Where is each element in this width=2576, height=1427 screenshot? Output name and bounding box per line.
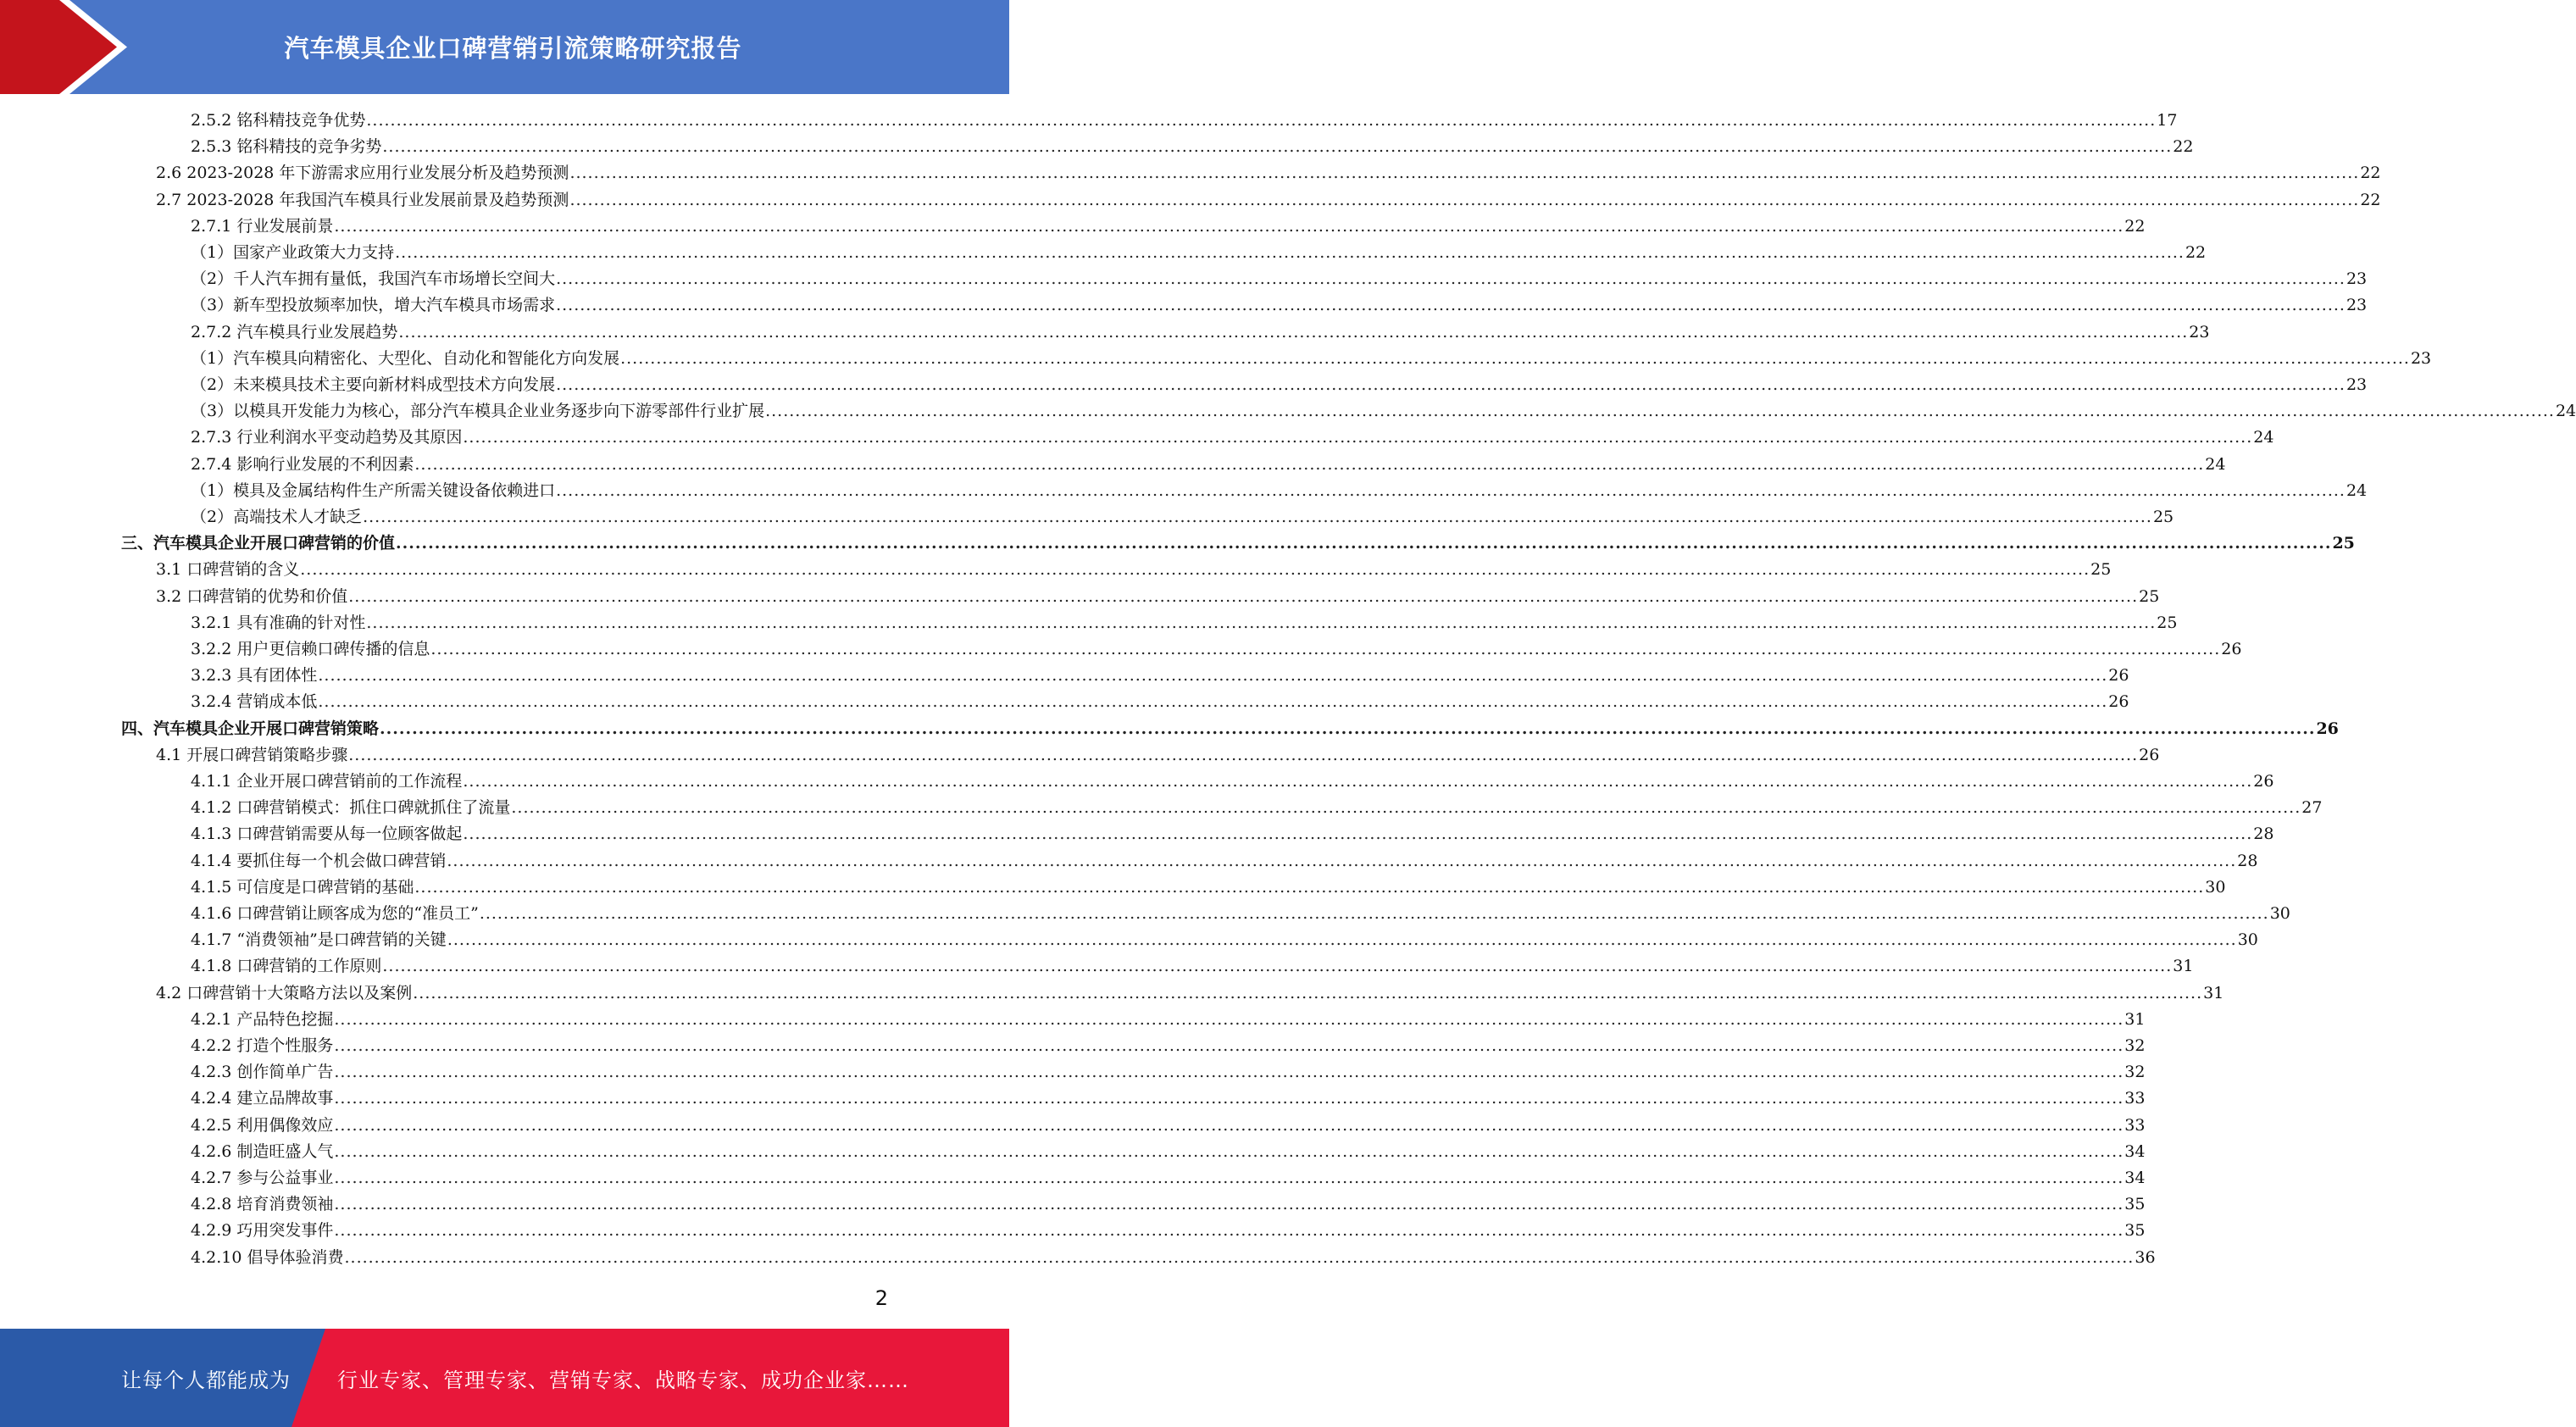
toc-entry-page: 22: [2124, 216, 2146, 236]
toc-leader-dots: ............................................................................................................................................................................................................................................................................................................: [413, 983, 2203, 1002]
toc-entry-label: 4.1.1 企业开展口碑营销前的工作流程: [191, 772, 463, 791]
toc-entry-label: 2.7.2 汽车模具行业发展趋势: [191, 322, 398, 341]
toc-entry-page: 25: [2139, 586, 2160, 606]
toc-entry-label: 4.2.3 创作简单广告: [191, 1063, 334, 1082]
toc-entry-label: （2）未来模具技术主要向新材料成型技术方向发展: [191, 375, 556, 394]
toc-leader-dots: ............................................................................................................................................................................................................................................................................................................: [463, 772, 2253, 791]
toc-entry-label: 3.2.1 具有准确的针对性: [191, 613, 366, 632]
toc-entry-label: （2）高端技术人才缺乏: [191, 508, 363, 526]
toc-leader-dots: ............................................................................................................................................................................................................................................................................................................: [463, 428, 2253, 447]
toc-entry[interactable]: [156, 584, 2160, 610]
toc-entry-label: 4.2.5 利用偶像效应: [191, 1115, 334, 1135]
toc-entry-page: 25: [2152, 508, 2174, 526]
page-header: [0, 0, 1009, 94]
toc-leader-dots: ............................................................................................................................................................................................................................................................................................................: [334, 1195, 2124, 1214]
toc-entry-page: 22: [2173, 137, 2194, 157]
toc-leader-dots: ............................................................................................................................................................................................................................................................................................................: [430, 640, 2221, 658]
toc-entry[interactable]: [191, 1033, 2146, 1059]
toc-entry-page: 23: [2346, 269, 2368, 289]
toc-entry[interactable]: [191, 398, 2576, 425]
page-footer: [0, 1329, 1009, 1427]
toc-entry[interactable]: [191, 875, 2226, 901]
toc-entry-label: 3.2.3 具有团体性: [191, 666, 318, 686]
toc-entry-page: 23: [2346, 296, 2368, 315]
toc-entry[interactable]: [156, 980, 2224, 1007]
toc-entry-label: 4.1.2 口碑营销模式：抓住口碑就抓住了流量: [191, 798, 511, 818]
toc-entry[interactable]: [191, 953, 2194, 980]
toc-entry[interactable]: [191, 636, 2242, 663]
toc-entry-page: 24: [2253, 428, 2274, 447]
toc-leader-dots: ............................................................................................................................................................................................................................................................................................................: [556, 296, 2346, 315]
toc-entry-label: 2.7.1 行业发展前景: [191, 216, 334, 236]
toc-leader-dots: ............................................................................................................................................................................................................................................................................................................: [334, 1115, 2124, 1135]
toc-entry-label: 4.2.7 参与公益事业: [191, 1169, 334, 1187]
page-number: 2: [874, 1286, 888, 1310]
toc-entry[interactable]: [191, 1165, 2146, 1191]
toc-leader-dots: ............................................................................................................................................................................................................................................................................................................: [334, 1221, 2124, 1241]
toc-entry[interactable]: [191, 292, 2368, 319]
toc-entry-page: 35: [2124, 1221, 2146, 1241]
toc-entry-label: （1）汽车模具向精密化、大型化、自动化和智能化方向发展: [191, 348, 620, 368]
toc-entry-label: （3）以模具开发能力为核心，部分汽车模具企业业务逐步向下游零部件行业扩展: [191, 402, 765, 421]
toc-leader-dots: ............................................................................................................................................................................................................................................................................................................: [556, 269, 2346, 289]
toc-entry-label: 3.2.4 营销成本低: [191, 692, 318, 712]
toc-leader-dots: ............................................................................................................................................................................................................................................................................................................: [344, 1247, 2135, 1267]
toc-entry[interactable]: [191, 610, 2178, 636]
toc-entry-page: 32: [2124, 1036, 2146, 1055]
toc-entry-page: 32: [2124, 1063, 2146, 1082]
toc-entry-label: 2.5.3 铭科精技的竞争劣势: [191, 137, 382, 157]
toc-entry[interactable]: [191, 1218, 2146, 1244]
toc-entry[interactable]: [191, 1086, 2146, 1112]
toc-leader-dots: ............................................................................................................................................................................................................................................................................................................: [334, 1089, 2124, 1108]
toc-entry[interactable]: [156, 160, 2381, 186]
toc-entry-page: 22: [2360, 190, 2381, 209]
toc-entry-page: 27: [2301, 798, 2323, 818]
toc-entry-page: 31: [2203, 983, 2224, 1002]
toc-leader-dots: ............................................................................................................................................................................................................................................................................................................: [447, 930, 2237, 950]
toc-leader-dots: ............................................................................................................................................................................................................................................................................................................: [620, 348, 2410, 368]
toc-entry-page: 28: [2253, 825, 2274, 844]
toc-entry-page: 24: [2555, 402, 2576, 421]
toc-entry[interactable]: [191, 425, 2274, 451]
toc-entry-label: （1）模具及金属结构件生产所需关键设备依赖进口: [191, 480, 556, 500]
toc-entry[interactable]: [191, 1113, 2146, 1139]
toc-entry-label: 3.1 口碑营销的含义: [156, 560, 300, 580]
toc-entry-page: 30: [2237, 930, 2258, 950]
toc-entry-label: 3.2 口碑营销的优势和价值: [156, 586, 348, 606]
toc-entry-label: 4.2.4 建立品牌故事: [191, 1089, 334, 1108]
toc-entry[interactable]: [121, 530, 2355, 557]
toc-entry-page: 24: [2346, 480, 2368, 500]
toc-entry[interactable]: [191, 901, 2290, 927]
toc-leader-dots: ............................................................................................................................................................................................................................................................................................................: [395, 243, 2185, 262]
toc-entry[interactable]: [191, 663, 2129, 689]
toc-entry-page: 23: [2410, 348, 2432, 368]
toc-entry-page: 17: [2157, 111, 2178, 130]
toc-leader-dots: ............................................................................................................................................................................................................................................................................................................: [396, 534, 2332, 553]
toc-entry-page: 36: [2135, 1247, 2156, 1267]
toc-entry[interactable]: [191, 504, 2174, 530]
toc-entry-page: 26: [2108, 692, 2129, 712]
toc-leader-dots: ............................................................................................................................................................................................................................................................................................................: [334, 1141, 2124, 1161]
toc-leader-dots: ............................................................................................................................................................................................................................................................................................................: [382, 137, 2173, 157]
toc-entry[interactable]: [191, 848, 2258, 875]
toc-entry[interactable]: [121, 716, 2339, 742]
toc-entry[interactable]: [156, 742, 2160, 769]
toc-entry-label: 2.7.3 行业利润水平变动趋势及其原因: [191, 428, 463, 447]
toc-entry-page: 24: [2205, 454, 2226, 474]
toc-entry[interactable]: [191, 108, 2178, 134]
toc-entry-page: 34: [2124, 1141, 2146, 1161]
toc-entry[interactable]: [191, 214, 2146, 240]
toc-entry-label: 4.1.6 口碑营销让顾客成为您的“准员工”: [191, 904, 479, 923]
toc-entry[interactable]: [191, 134, 2194, 160]
toc-entry-label: 4.1.7 “消费领袖”是口碑营销的关键: [191, 930, 447, 950]
toc-entry[interactable]: [191, 1191, 2146, 1218]
toc-entry-label: 4.1.3 口碑营销需要从每一位顾客做起: [191, 825, 463, 844]
toc-leader-dots: ............................................................................................................................................................................................................................................................................................................: [363, 508, 2152, 526]
toc-entry[interactable]: [191, 478, 2368, 504]
report-title: 汽车模具企业口碑营销引流策略研究报告: [284, 34, 742, 63]
toc-leader-dots: ............................................................................................................................................................................................................................................................................................................: [569, 164, 2360, 183]
toc-entry-page: 22: [2185, 243, 2207, 262]
toc-leader-dots: ............................................................................................................................................................................................................................................................................................................: [300, 560, 2090, 580]
toc-leader-dots: ............................................................................................................................................................................................................................................................................................................: [348, 745, 2139, 764]
toc-leader-dots: ............................................................................................................................................................................................................................................................................................................: [479, 904, 2269, 923]
toc-leader-dots: ............................................................................................................................................................................................................................................................................................................: [511, 798, 2301, 818]
toc-leader-dots: ............................................................................................................................................................................................................................................................................................................: [334, 1063, 2124, 1082]
toc-leader-dots: ............................................................................................................................................................................................................................................................................................................: [569, 190, 2360, 209]
toc-leader-dots: ............................................................................................................................................................................................................................................................................................................: [398, 322, 2189, 341]
toc-entry-label: 4.2.2 打造个性服务: [191, 1036, 334, 1055]
toc-leader-dots: ............................................................................................................................................................................................................................................................................................................: [348, 586, 2139, 606]
toc-entry[interactable]: [156, 187, 2381, 214]
toc-leader-dots: ............................................................................................................................................................................................................................................................................................................: [318, 692, 2108, 712]
toc-entry-label: 4.2 口碑营销十大策略方法以及案例: [156, 983, 413, 1002]
toc-entry[interactable]: [191, 1139, 2146, 1165]
toc-leader-dots: ............................................................................................................................................................................................................................................................................................................: [380, 719, 2316, 738]
toc-entry-page: 31: [2124, 1009, 2146, 1029]
toc-entry[interactable]: [191, 1007, 2146, 1033]
toc-entry-page: 22: [2360, 164, 2381, 183]
toc-entry-page: 26: [2221, 640, 2242, 658]
toc-entry-page: 33: [2124, 1089, 2146, 1108]
toc-entry[interactable]: [191, 769, 2274, 795]
toc-entry-page: 33: [2124, 1115, 2146, 1135]
toc-entry-page: 34: [2124, 1169, 2146, 1187]
toc-entry-label: 4.2.8 培育消费领袖: [191, 1195, 334, 1214]
toc-entry-page: 28: [2237, 851, 2258, 870]
toc-entry-page: 25: [2332, 534, 2355, 553]
toc-leader-dots: ............................................................................................................................................................................................................................................................................................................: [414, 454, 2205, 474]
toc-leader-dots: ............................................................................................................................................................................................................................................................................................................: [318, 666, 2108, 686]
toc-leader-dots: ............................................................................................................................................................................................................................................................................................................: [556, 375, 2346, 394]
toc-entry[interactable]: [191, 266, 2368, 292]
toc-entry[interactable]: [191, 452, 2226, 478]
toc-entry[interactable]: [191, 240, 2207, 266]
toc-leader-dots: ............................................................................................................................................................................................................................................................................................................: [765, 402, 2555, 421]
toc-entry[interactable]: [191, 1059, 2146, 1086]
toc-entry-page: 30: [2269, 904, 2290, 923]
toc-entry-page: 31: [2173, 957, 2194, 976]
toc-entry-page: 30: [2205, 877, 2226, 897]
toc-entry-label: 2.7 2023-2028 年我国汽车模具行业发展前景及趋势预测: [156, 190, 569, 209]
toc-entry-page: 35: [2124, 1195, 2146, 1214]
toc-entry-label: 4.2.6 制造旺盛人气: [191, 1141, 334, 1161]
toc-entry-label: 4.2.10 倡导体验消费: [191, 1247, 344, 1267]
toc-entry-label: 2.7.4 影响行业发展的不利因素: [191, 454, 414, 474]
footer-slogan-left: 让每个人都能成为: [121, 1368, 291, 1392]
toc-entry[interactable]: [191, 821, 2274, 847]
toc-leader-dots: ............................................................................................................................................................................................................................................................................................................: [447, 851, 2237, 870]
toc-entry[interactable]: [191, 689, 2129, 715]
toc-entry-label: 四、汽车模具企业开展口碑营销策略: [121, 719, 380, 738]
toc-entry-page: 26: [2108, 666, 2129, 686]
toc-entry-label: 3.2.2 用户更信赖口碑传播的信息: [191, 640, 430, 658]
toc-entry-label: 4.1 开展口碑营销策略步骤: [156, 745, 348, 764]
toc-entry[interactable]: [191, 1245, 2156, 1271]
toc-entry-label: 4.1.8 口碑营销的工作原则: [191, 957, 382, 976]
toc-entry-label: 4.1.5 可信度是口碑营销的基础: [191, 877, 414, 897]
toc-entry-page: 25: [2157, 613, 2178, 632]
toc-entry-page: 26: [2316, 719, 2339, 738]
toc-entry-label: （2）千人汽车拥有量低，我国汽车市场增长空间大: [191, 269, 556, 289]
toc-entry-page: 25: [2090, 560, 2112, 580]
toc-entry-label: 2.5.2 铭科精技竞争优势: [191, 111, 366, 130]
toc-entry-page: 26: [2253, 772, 2274, 791]
toc-entry-page: 23: [2189, 322, 2210, 341]
toc-entry-label: 4.2.9 巧用突发事件: [191, 1221, 334, 1241]
toc-entry-label: （1）国家产业政策大力支持: [191, 243, 395, 262]
toc-leader-dots: ............................................................................................................................................................................................................................................................................................................: [334, 1009, 2124, 1029]
toc-leader-dots: ............................................................................................................................................................................................................................................................................................................: [382, 957, 2173, 976]
toc-entry[interactable]: [191, 795, 2323, 821]
toc-entry-page: 26: [2139, 745, 2160, 764]
toc-leader-dots: ............................................................................................................................................................................................................................................................................................................: [366, 111, 2157, 130]
toc-leader-dots: ............................................................................................................................................................................................................................................................................................................: [366, 613, 2157, 632]
toc-leader-dots: ............................................................................................................................................................................................................................................................................................................: [463, 825, 2253, 844]
toc-entry-label: 4.1.4 要抓住每一个机会做口碑营销: [191, 851, 447, 870]
toc-entry-label: 2.6 2023-2028 年下游需求应用行业发展分析及趋势预测: [156, 164, 569, 183]
toc-entry[interactable]: [191, 319, 2210, 346]
toc-leader-dots: ............................................................................................................................................................................................................................................................................................................: [334, 1036, 2124, 1055]
toc-entry[interactable]: [191, 372, 2368, 398]
toc-entry-label: 4.2.1 产品特色挖掘: [191, 1009, 334, 1029]
toc-entry[interactable]: [191, 346, 2432, 372]
toc-entry-label: 三、汽车模具企业开展口碑营销的价值: [121, 534, 396, 553]
toc-leader-dots: ............................................................................................................................................................................................................................................................................................................: [334, 1169, 2124, 1187]
toc-entry-page: 23: [2346, 375, 2368, 394]
toc-leader-dots: ............................................................................................................................................................................................................................................................................................................: [414, 877, 2205, 897]
footer-slogan-right: 行业专家、管理专家、营销专家、战略专家、成功企业家……: [337, 1368, 909, 1392]
toc-leader-dots: ............................................................................................................................................................................................................................................................................................................: [556, 480, 2346, 500]
toc-entry[interactable]: [191, 927, 2258, 953]
toc-entry[interactable]: [156, 557, 2112, 583]
toc-entry-label: （3）新车型投放频率加快，增大汽车模具市场需求: [191, 296, 556, 315]
toc-leader-dots: ............................................................................................................................................................................................................................................................................................................: [334, 216, 2124, 236]
